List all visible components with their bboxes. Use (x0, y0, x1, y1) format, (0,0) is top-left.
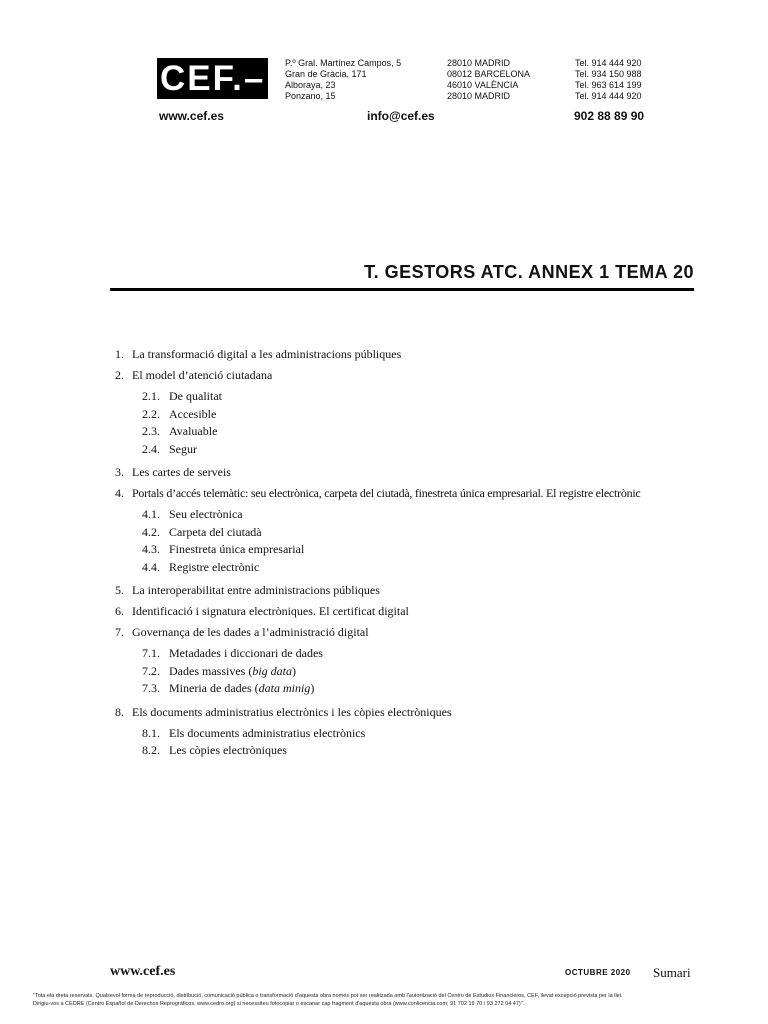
toc-number: 5. (115, 583, 124, 597)
toc-text-italic: big data (252, 663, 292, 678)
table-of-contents (115, 346, 705, 760)
footer-website-link[interactable]: www.cef.es (110, 964, 176, 979)
toc-text: Les cartes de serveis (132, 465, 231, 479)
toc-number: 2.4. (142, 441, 160, 456)
address-phone: Tel. 934 150 988 (575, 69, 642, 79)
toc-text-italic: data minig (258, 681, 311, 695)
toc-subitem (115, 559, 705, 577)
address-city: 28010 MADRID (447, 91, 511, 101)
toc-text: Les còpies electròniques (169, 743, 287, 757)
toc-number: 2.1. (142, 389, 160, 403)
address-street: P.º Gral. Martínez Campos, 5 (285, 58, 402, 68)
address-street: Ponzano, 15 (285, 91, 336, 101)
toc-number: 1. (115, 347, 124, 361)
footer-date: OCTUBRE 2020 (565, 968, 631, 977)
legal-line: Dirigiu-vos a CEDRE (Centro Español de Derechos Reprográficos, www.cedro.org) si necessiteu fotocopiar o escanar cap fragment d'aquesta obra (www.conlicencia.com; 91 702 19 70 / 93 272 04 47)". (33, 1001, 525, 1007)
footer-section-label: Sumari (653, 965, 691, 980)
toc-item (115, 464, 705, 485)
header-email-link[interactable]: info@cef.es (367, 109, 435, 123)
toc-number: 7.3. (142, 681, 160, 695)
toc-number: 4.3. (142, 542, 160, 556)
toc-subitem (115, 388, 705, 406)
toc-subitem (115, 645, 705, 663)
toc-text (169, 680, 314, 698)
header-phone: 902 88 89 90 (574, 109, 645, 123)
address-city: 28010 MADRID (447, 58, 511, 68)
toc-subitem (115, 742, 705, 760)
toc-number: 8.2. (142, 743, 160, 757)
toc-number: 4. (115, 486, 124, 500)
address-phone: Tel. 914 444 920 (575, 58, 642, 68)
toc-number: 6. (115, 604, 124, 618)
address-street: Gran de Gràcia, 171 (285, 69, 367, 79)
toc-subitem (115, 541, 705, 559)
toc-number: 4.1. (142, 507, 160, 521)
address-cities (447, 58, 530, 102)
toc-item (115, 624, 705, 645)
toc-number: 7.2. (142, 663, 160, 678)
toc-text: Els documents administratius electrònics (169, 725, 366, 740)
title-divider (110, 288, 694, 291)
toc-subitem (115, 524, 705, 542)
cef-logo: CEF.– (157, 58, 268, 99)
address-city: 46010 VALÈNCIA (447, 80, 519, 90)
toc-subitem (115, 663, 705, 681)
toc-text: Els documents administratius electrònics i les còpies electròniques (132, 704, 452, 719)
toc-item (115, 367, 705, 388)
toc-text: La interoperabilitat entre administracions públiques (132, 583, 380, 597)
toc-number: 4.2. (142, 524, 160, 539)
toc-item (115, 582, 705, 603)
address-streets (285, 58, 401, 102)
address-phone: Tel. 914 444 920 (575, 91, 642, 101)
toc-item (115, 603, 705, 624)
address-phone: Tel. 963 614 199 (575, 80, 642, 90)
toc-number: 4.4. (142, 559, 160, 574)
toc-subitem (115, 680, 705, 698)
toc-text: Carpeta del ciutadà (169, 524, 262, 539)
toc-item (115, 346, 705, 367)
toc-text-part: Mineria de dades ( (169, 681, 259, 695)
toc-number: 3. (115, 465, 124, 479)
toc-text: Metadades i diccionari de dades (169, 646, 323, 660)
legal-line: "Tota ela dreta reservats. Qualsevol forma de reproducció, distribució, comunicació pública o transformació d'aquesta obra només pot ser realitzada amb l'autorització del Centro de Estudios Financieros, CEF, llevat excepció prevista per la llei. (33, 993, 623, 999)
toc-text: Finestreta única empresarial (169, 542, 305, 556)
toc-text: Governança de les dades a l’administració digital (132, 625, 369, 639)
toc-text: Avaluable (169, 424, 218, 438)
toc-number: 7. (115, 625, 124, 639)
toc-subitem (115, 725, 705, 743)
toc-subitem (115, 506, 705, 524)
header-website-link[interactable]: www.cef.es (159, 109, 224, 123)
toc-subitem (115, 406, 705, 424)
toc-subitem (115, 423, 705, 441)
toc-text (169, 663, 296, 681)
legal-notice (33, 992, 733, 1008)
toc-text: El model d’atenció ciutadana (132, 368, 273, 382)
document-title: T. GESTORS ATC. ANNEX 1 TEMA 20 (364, 262, 694, 282)
toc-text: Registre electrònic (169, 559, 260, 574)
toc-text: Portals d’accés telemàtic: seu electrònica, carpeta del ciutadà, finestreta única empresarial. El registre electrònic (132, 486, 641, 500)
toc-text-part: ) (310, 681, 315, 695)
toc-item (115, 704, 705, 725)
toc-number: 2.2. (142, 406, 160, 421)
toc-item (115, 485, 705, 506)
toc-number: 8. (115, 704, 124, 719)
address-phones (575, 58, 642, 102)
toc-number: 2. (115, 368, 124, 382)
toc-number: 8.1. (142, 725, 160, 740)
toc-text: Segur (169, 441, 197, 456)
toc-text-part: Dades massives ( (169, 663, 253, 678)
toc-text: De qualitat (169, 389, 222, 403)
toc-text: La transformació digital a les administracions públiques (132, 347, 402, 361)
toc-text-part: ) (292, 663, 296, 678)
toc-number: 2.3. (142, 424, 160, 438)
address-city: 08012 BARCELONA (447, 69, 531, 79)
toc-text: Seu electrònica (169, 507, 243, 521)
toc-number: 7.1. (142, 646, 160, 660)
toc-subitem (115, 441, 705, 459)
address-street: Alboraya, 23 (285, 80, 336, 90)
toc-text: Accesible (169, 406, 217, 421)
toc-text: Identificació i signatura electròniques. El certificat digital (132, 604, 409, 618)
